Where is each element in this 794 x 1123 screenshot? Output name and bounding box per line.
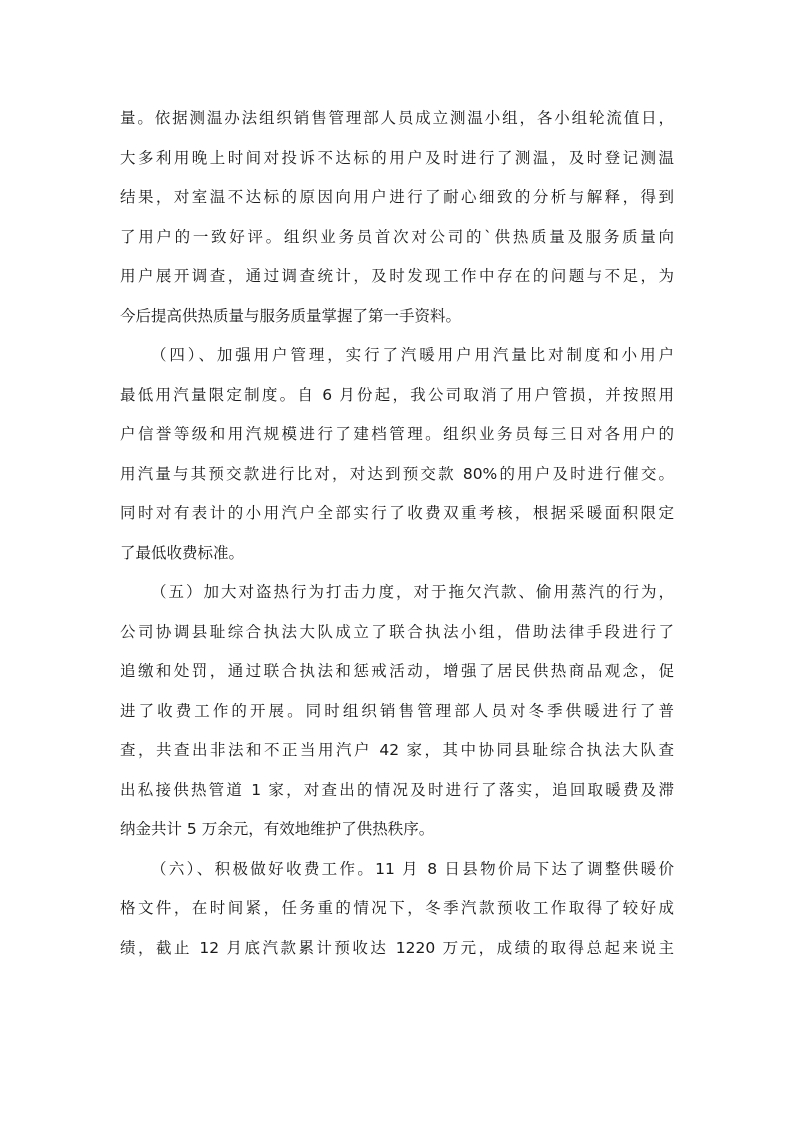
text-line: 结果，对室温不达标的原因向用户进行了耐心细致的分析与解释，得到 xyxy=(120,188,674,206)
text-line: 用汽量与其预交款进行比对，对达到预交款 80%的用户及时进行催交。 xyxy=(120,464,674,483)
text-line: 绩，截止 12 月底汽款累计预收达 1220 万元，成绩的取得总起来说主 xyxy=(120,938,674,957)
text-line: 出私接供热管道 1 家，对查出的情况及时进行了落实，追回取暖费及滞 xyxy=(120,780,674,799)
paragraph-4-start: （四）、加强用户管理，实行了汽暖用户用汽量比对制度和小用户 xyxy=(151,346,674,364)
paragraph-5-start: （五）加大对盗热行为打击力度，对于拖欠汽款、偷用蒸汽的行为， xyxy=(151,583,674,601)
text-line: 格文件，在时间紧，任务重的情况下，冬季汽款预收工作取得了较好成 xyxy=(120,899,674,917)
text-line: 户信誉等级和用汽规模进行了建档管理。组织业务员每三日对各用户的 xyxy=(120,425,674,443)
paragraph-6-start: （六）、积极做好收费工作。11 月 8 日县物价局下达了调整供暖价 xyxy=(151,859,674,878)
text-line: 查，共查出非法和不正当用汽户 42 家，其中协同县耻综合执法大队查 xyxy=(120,741,674,759)
text-line: 最低用汽量限定制度。自 6 月份起，我公司取消了用户管损，并按照用 xyxy=(120,385,674,404)
text-line: 进了收费工作的开展。同时组织销售管理部人员对冬季供暖进行了普 xyxy=(120,701,674,720)
text-line: 了最低收费标准。 xyxy=(120,543,245,562)
text-line: 公司协调县耻综合执法大队成立了联合执法小组，借助法律手段进行了 xyxy=(120,622,674,641)
text-line: 追缴和处罚，通过联合执法和惩戒活动，增强了居民供热商品观念，促 xyxy=(120,662,674,680)
text-line: 今后提高供热质量与服务质量掌握了第一手资料。 xyxy=(120,306,462,325)
text-line: 同时对有表计的小用汽户全部实行了收费双重考核，根据采暖面积限定 xyxy=(120,504,674,522)
text-line: 大多利用晚上时间对投诉不达标的用户及时进行了测温，及时登记测温 xyxy=(120,148,674,167)
text-line: 纳金共计 5 万余元，有效地维护了供热秩序。 xyxy=(120,820,435,838)
text-line: 了用户的一致好评。组织业务员首次对公司的`供热质量及服务质量向 xyxy=(120,227,674,246)
text-line: 用户展开调查，通过调查统计，及时发现工作中存在的问题与不足，为 xyxy=(120,267,674,285)
body-text xyxy=(120,102,674,971)
text-line: 量。依据测温办法组织销售管理部人员成立测温小组，各小组轮流值日， xyxy=(120,109,674,127)
